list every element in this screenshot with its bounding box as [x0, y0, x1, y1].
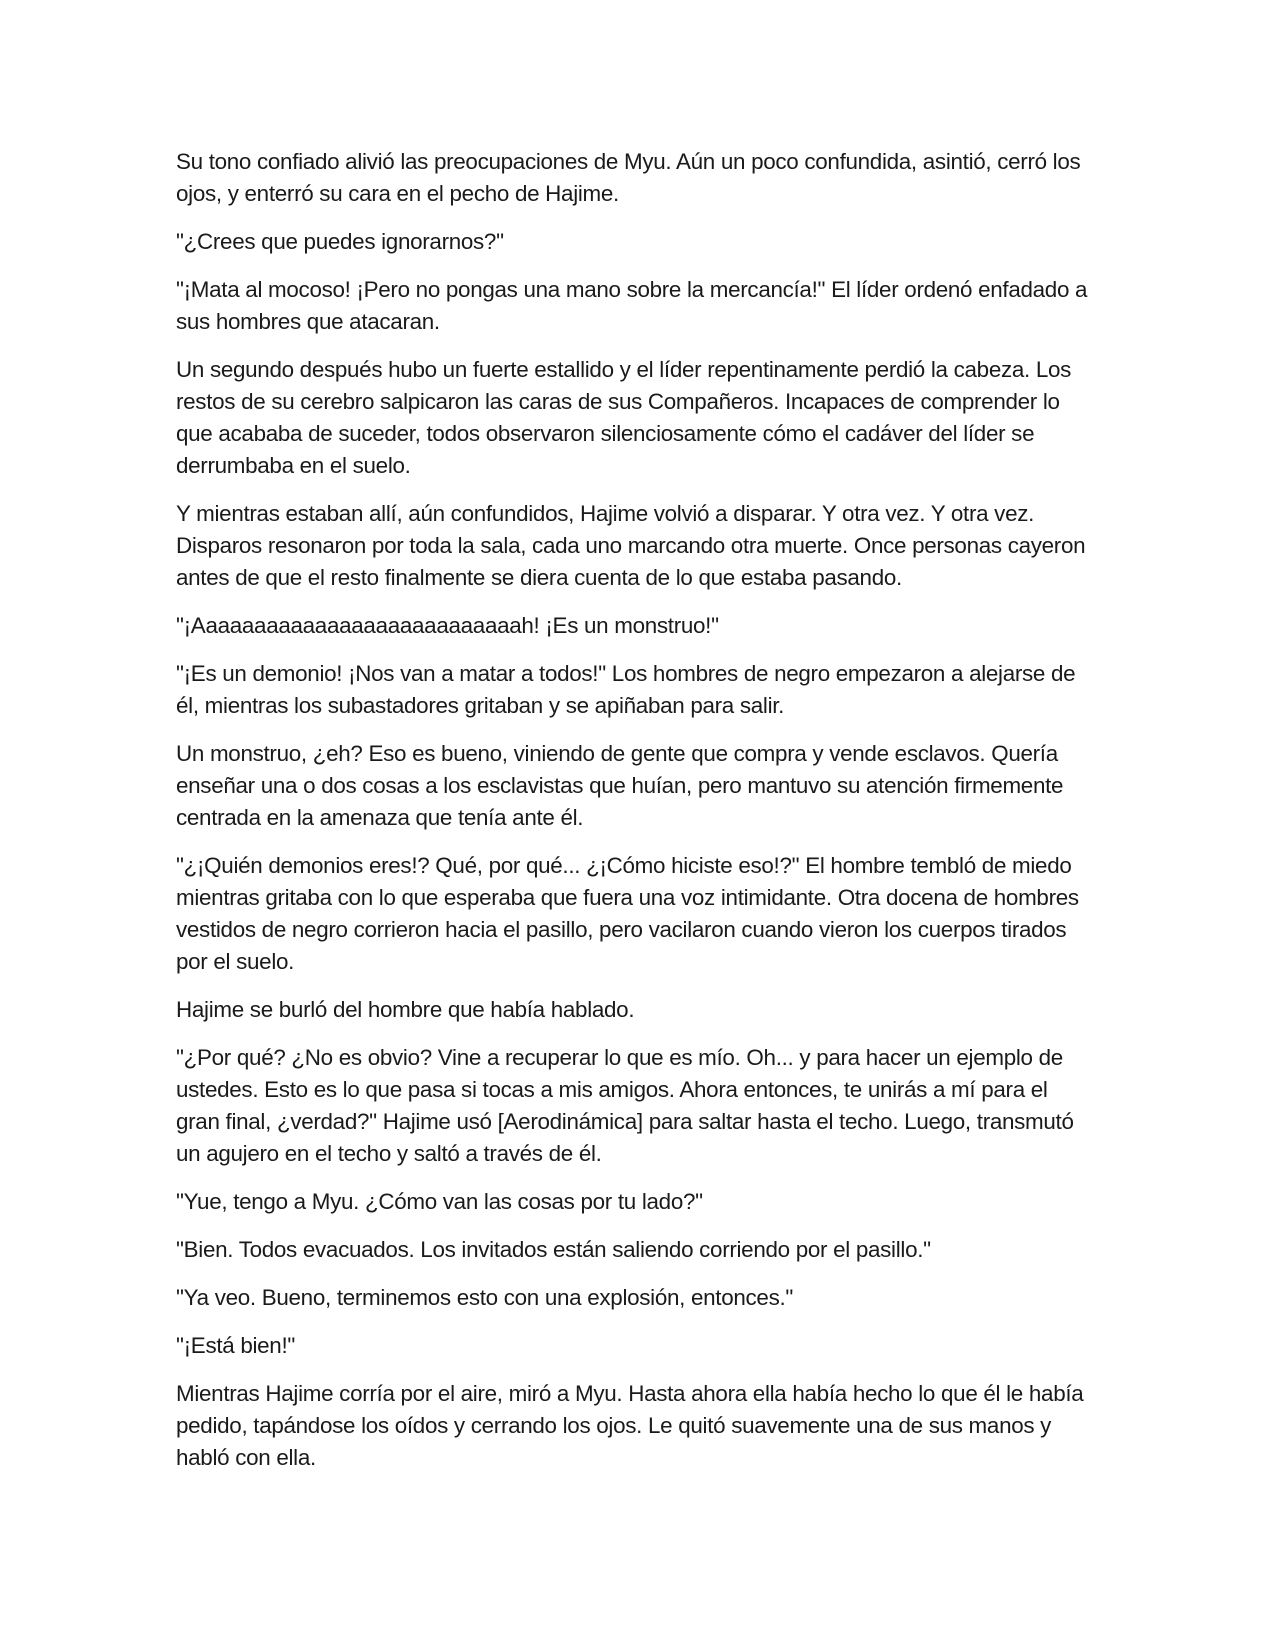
paragraph: "¿Crees que puedes ignorarnos?" — [176, 229, 504, 254]
paragraph: "Bien. Todos evacuados. Los invitados están saliendo corriendo por el pasillo." — [176, 1237, 931, 1262]
paragraph: Mientras Hajime corría por el aire, miró a Myu. Hasta ahora ella había hecho lo que él le había pedido, tapándose los oídos y cerrando los ojos. Le quitó suavemente una de sus manos y habló con ella. — [176, 1381, 1084, 1470]
paragraph: "Ya veo. Bueno, terminemos esto con una explosión, entonces." — [176, 1285, 794, 1310]
paragraph: "Yue, tengo a Myu. ¿Cómo van las cosas por tu lado?" — [176, 1189, 703, 1214]
paragraph: "¡Aaaaaaaaaaaaaaaaaaaaaaaaaaah! ¡Es un monstruo!" — [176, 613, 719, 638]
paragraph: "¡Es un demonio! ¡Nos van a matar a todos!" Los hombres de negro empezaron a alejarse de él, mientras los subastadores gritaban y se apiñaban para salir. — [176, 661, 1076, 718]
paragraph: Su tono confiado alivió las preocupaciones de Myu. Aún un poco confundida, asintió, cerró los ojos, y enterró su cara en el pecho de Hajime. — [176, 149, 1081, 206]
paragraph: Un segundo después hubo un fuerte estallido y el líder repentinamente perdió la cabeza. Los restos de su cerebro salpicaron las caras de sus Compañeros. Incapaces de comprender lo que acababa de suceder, todos observaron silenciosamente cómo el cadáver del líder se derrumbaba en el suelo. — [176, 357, 1072, 478]
paragraph: "¡Está bien!" — [176, 1333, 296, 1358]
document-page — [176, 146, 1096, 1490]
paragraph: Un monstruo, ¿eh? Eso es bueno, viniendo de gente que compra y vende esclavos. Quería enseñar una o dos cosas a los esclavistas que huían, pero mantuvo su atención firmemente centrada en la amenaza que tenía ante él. — [176, 741, 1064, 830]
paragraph: Y mientras estaban allí, aún confundidos, Hajime volvió a disparar. Y otra vez. Y otra vez. Disparos resonaron por toda la sala, cada uno marcando otra muerte. Once personas cayeron antes de que el resto finalmente se diera cuenta de lo que estaba pasando. — [176, 501, 1086, 590]
paragraph: Hajime se burló del hombre que había hablado. — [176, 997, 635, 1022]
paragraph: "¿¡Quién demonios eres!? Qué, por qué... ¿¡Cómo hiciste eso!?" El hombre tembló de miedo mientras gritaba con lo que esperaba que fuera una voz intimidante. Otra docena de hombres vestidos de negro corrieron hacia el pasillo, pero vacilaron cuando vieron los cuerpos tirados por el suelo. — [176, 853, 1079, 974]
paragraph: "¿Por qué? ¿No es obvio? Vine a recuperar lo que es mío. Oh... y para hacer un ejemplo de ustedes. Esto es lo que pasa si tocas a mis amigos. Ahora entonces, te unirás a mí para el gran final, ¿verdad?" Hajime usó [Aerodinámica] para saltar hasta el techo. Luego, transmutó un agujero en el techo y saltó a través de él. — [176, 1045, 1074, 1166]
paragraph: "¡Mata al mocoso! ¡Pero no pongas una mano sobre la mercancía!" El líder ordenó enfadado a sus hombres que atacaran. — [176, 277, 1088, 334]
